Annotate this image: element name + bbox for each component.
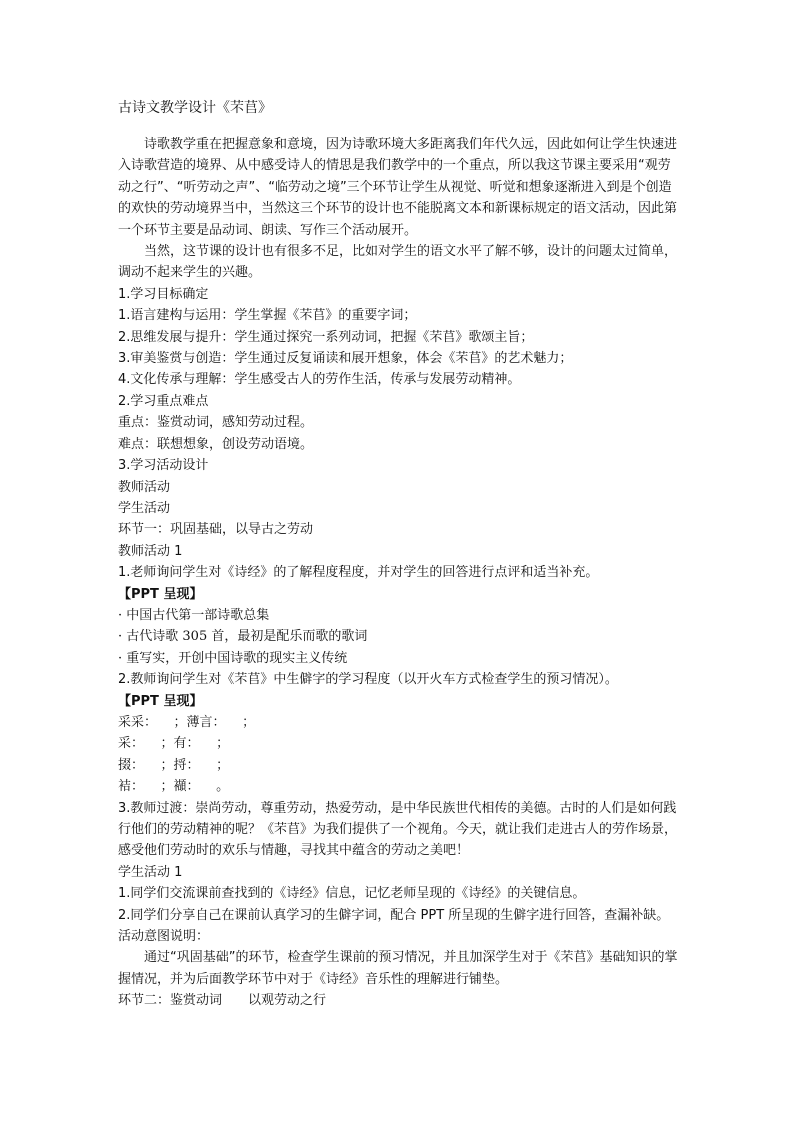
ppt-label: 【PPT 呈现】 <box>118 586 203 602</box>
student-item-2: 2.同学们分享自己在课前认真学习的生僻字词，配合 PPT 所呈现的生僻字进行回答，查漏补缺。 <box>118 907 670 923</box>
vocab-blank-row <box>118 776 682 797</box>
goal-item: 3.审美鉴赏与创造：学生通过反复诵读和展开想象，体会《芣苢》的艺术魅力； <box>118 351 573 367</box>
ppt-item: · 重写实，开创中国诗歌的现实主义传统 <box>118 650 348 666</box>
teacher-activity-1-heading: 教师活动 1 <box>118 543 183 559</box>
ppt-label-2: 【PPT 呈现】 <box>118 693 203 709</box>
vocab-blank-row <box>118 733 682 754</box>
key-point: 难点：联想想象，创设劳动语境。 <box>118 436 314 452</box>
activity-heading: 3.学习活动设计 <box>118 458 209 474</box>
student-activity-1-heading: 学生活动 1 <box>118 864 183 880</box>
vocab-term: 。 <box>199 779 230 795</box>
section-1-heading: 环节一：巩固基础，以导古之劳动 <box>118 522 314 538</box>
goals-heading: 1.学习目标确定 <box>118 286 209 302</box>
intro-paragraph-1: 诗歌教学重在把握意象和意境，因为诗歌环境大多距离我们年代久远，因此如何让学生快速进入诗歌营造的境界、从中感受诗人的情思是我们教学中的一个重点，所以我这节课主要采用“观劳动之行”、“听劳动之声”、“临劳动之境”三个环节让学生从视觉、听觉和想象逐渐进入到是个创造的欢快的劳动境界当中，当然这三个环节的设计也不能脱离文本和新课标规定的语文活动，因此第一个环节主要是品动词、朗读、写作三个活动展开。 <box>118 137 678 238</box>
teacher-item-1: 1.老师询问学生对《诗经》的了解程度程度，并对学生的回答进行点评和适当补充。 <box>118 565 599 581</box>
vocab-term: 采采： <box>118 714 158 730</box>
vocab-term: 采： <box>118 736 145 752</box>
vocab-term: ； <box>225 714 256 730</box>
vocab-term: ； <box>199 757 230 773</box>
teacher-item-2: 2.教师询问学生对《芣苢》中生僻字的学习程度（以开火车方式检查学生的预习情况）。 <box>118 672 618 688</box>
intro-paragraph-2: 当然，这节课的设计也有很多不足，比如对学生的语文水平了解不够，设计的问题太过简单，调动不起来学生的兴趣。 <box>118 244 678 281</box>
vocab-term: ；薄言： <box>157 714 226 730</box>
goal-item: 4.文化传承与理解：学生感受古人的劳作生活，传承与发展劳动精神。 <box>118 372 521 388</box>
student-label: 学生活动 <box>118 500 171 516</box>
teacher-label: 教师活动 <box>118 479 171 495</box>
vocab-term: 掇： <box>118 757 145 773</box>
document-title: 古诗文教学设计《芣苢》 <box>118 100 272 116</box>
section-2-heading: 环节二：鉴赏动词 以观劳动之行 <box>118 993 327 1009</box>
vocab-blank-row <box>118 755 682 776</box>
goal-item: 2.思维发展与提升：学生通过探究一系列动词，把握《芣苢》歌颂主旨； <box>118 329 534 345</box>
intent-label: 活动意图说明： <box>118 929 210 945</box>
teacher-item-3: 3.教师过渡：崇尚劳动，尊重劳动，热爱劳动，是中华民族世代相传的美德。古时的人们是如何践行他们的劳动精神的呢？《芣苢》为我们提供了一个视角。今天，就让我们走进古人的劳作场景，感受他们劳动时的欢乐与情趣，寻找其中蕴含的劳动之美吧！ <box>118 800 678 859</box>
vocab-term: 袺： <box>118 779 145 795</box>
student-item-1: 1.同学们交流课前查找到的《诗经》信息，记忆老师呈现的《诗经》的关键信息。 <box>118 886 586 902</box>
vocab-term: ； <box>199 736 230 752</box>
vocab-blank-row <box>118 712 682 733</box>
vocab-term: ；襭： <box>144 779 200 795</box>
goal-item: 1.语言建构与运用：学生掌握《芣苢》的重要字词； <box>118 308 417 324</box>
intent-text: 通过“巩固基础”的环节，检查学生课前的预习情况，并且加深学生对于《芣苢》基础知识的掌握情况，并为后面教学环节中对于《诗经》音乐性的理解进行铺垫。 <box>118 950 678 987</box>
ppt-item: · 中国古代第一部诗歌总集 <box>118 607 270 623</box>
vocab-term: ；有： <box>144 736 200 752</box>
key-point: 重点：鉴赏动词，感知劳动过程。 <box>118 415 314 431</box>
key-heading: 2.学习重点难点 <box>118 393 209 409</box>
vocab-term: ；捋： <box>144 757 200 773</box>
ppt-item: · 古代诗歌 305 首，最初是配乐而歌的歌词 <box>118 629 368 645</box>
